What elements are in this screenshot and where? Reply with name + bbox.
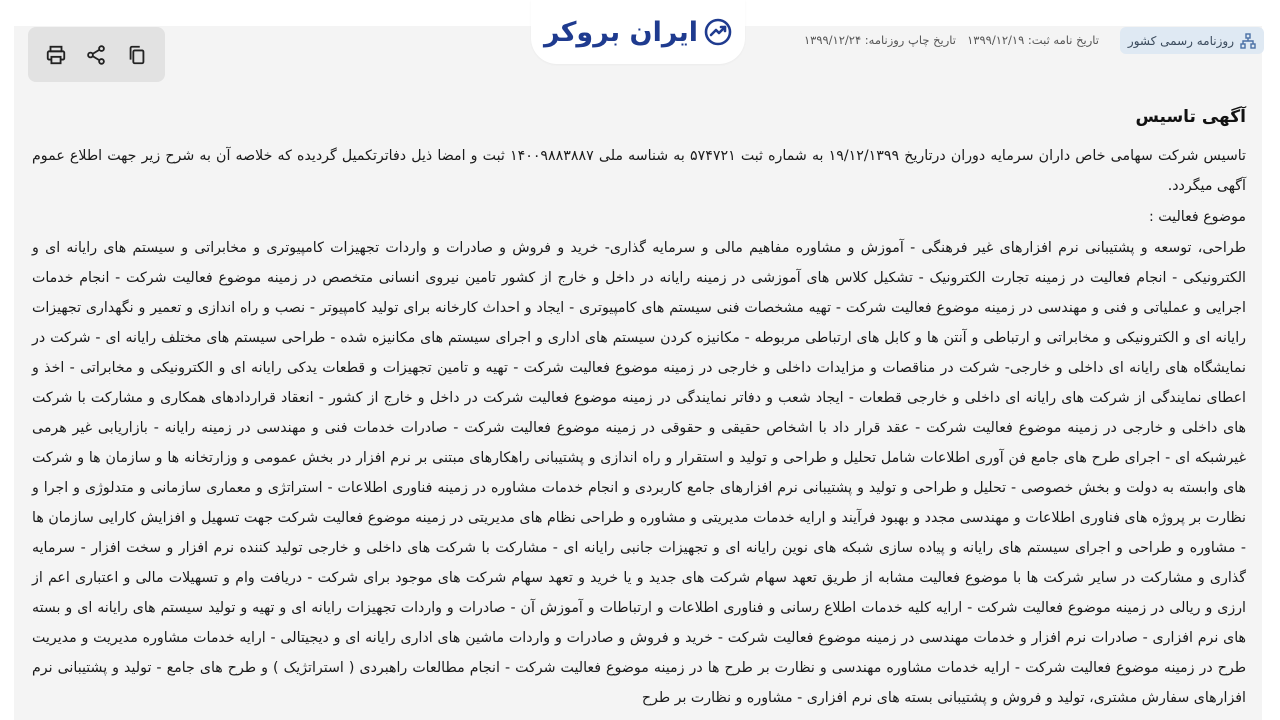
print-date: تاریخ چاپ روزنامه: ۱۳۹۹/۱۲/۲۴: [803, 33, 956, 47]
site-logo[interactable]: [531, 0, 745, 64]
growth-chart-icon: [704, 18, 732, 46]
article-content: [32, 104, 1246, 713]
logo-text: ایران بروکر: [543, 16, 699, 48]
copy-button[interactable]: [120, 38, 154, 72]
article-body: طراحی، توسعه و پشتیبانی نرم افزارهای غیر فرهنگی - آموزش و مشاوره مفاهیم مالی و سرمایه گذاری- خرید و فروش و صادرات و واردات تجهیزات کامپیوتری و مخابراتی و سیستم های رایانه ای و الکترونیکی - انجام فعالیت در زمینه تجارت الکترونیک - تشکیل کلاس های آموزشی در زمینه رایانه در داخل و خارج از کشور تامین نیروی انسانی متخصص در زمینه موضوع فعالیت شرکت - انجام خدمات اجرایی و عملیاتی و فنی و مهندسی در زمینه موضوع فعالیت شرکت - تهیه مشخصات فنی سیستم های کامپیوتری - ایجاد و احداث کارخانه برای تولید کامپیوتر - نصب و راه اندازی و تعمیر و نگهداری تجهیزات رایانه ای و الکترونیکی و مخابراتی و ارتباطی و آنتن ها و کابل های ارتباطی مربوطه - مکانیزه کردن سیستم های اداری و اجرای سیستم های مکانیزه شده - طراحی سیستم های مختلف رایانه ای - شرکت در نمایشگاه های رایانه ای داخلی و خارجی- شرکت در مناقصات و مزایدات داخلی و خارجی در زمینه موضوع فعالیت شرکت - تهیه و تامین تجهیزات و قطعات یدکی رایانه ای و الکترونیکی و مخابراتی - اخذ و اعطای نمایندگی از شرکت های رایانه ای داخلی و خارجی قطعات - ایجاد شعب و دفاتر نمایندگی در زمینه موضوع فعالیت شرکت در داخل و خارج از کشور - انعقاد قراردادهای همکاری و مشارکت با شرکت های داخلی و خارجی در زمینه موضوع فعالیت شرکت - عقد قرار داد با اشخاص حقیقی و حقوقی در زمینه موضوع فعالیت شرکت - صادرات خدمات فنی و مهندسی در زمینه رایانه - بازاریابی غیر هرمی غیرشبکه ای - اجرای طرح های جامع فن آوری اطلاعات شامل تحلیل و طراحی و تولید و استقرار و راه اندازی و پشتیبانی راهکارهای مبتنی بر نرم افزار در بخش عمومی و وزارتخانه ها و سازمان ها و شرکت های وابسته به دولت و بخش خصوصی - تحلیل و طراحی و تولید و پشتیبانی نرم افزارهای جامع کاربردی و انجام خدمات مشاوره در زمینه فناوری اطلاعات - استراتژی و معماری سازمانی و متدلوژی و اجرا و نظارت بر پروژه های فناوری اطلاعات و مهندسی مجدد و بهبود فرآیند و ارایه خدمات مدیریتی و مشاوره و طراحی نظام های مدیریتی در زمینه موضوع فعالیت شرکت جهت تسهیل و افزایش کارایی سازمان ها - مشاوره و طراحی و اجرای سیستم های رایانه و پیاده سازی شبکه های نوین رایانه ای و تجهیزات جانبی رایانه ای - مشارکت با شرکت های داخلی و خارجی تولید کننده نرم افزار و سخت افزار - سرمایه گذاری و مشارکت در سایر شرکت ها با موضوع فعالیت مشابه از طریق تعهد سهام شرکت های جدید و یا خرید و تعهد سهام شرکت های موجود برای شرکت - دریافت وام و تسهیلات مالی و اعتباری اعم از ارزی و ریالی در زمینه موضوع فعالیت شرکت - ارایه کلیه خدمات اطلاع رسانی و فناوری اطلاعات و ارتباطات و آموزش آن - صادرات و واردات تجهیزات رایانه ای و تهیه و تولید سیستم های رایانه ای و بسته های نرم افزاری - صادرات نرم افزار و خدمات مهندسی در زمینه موضوع فعالیت شرکت - خرید و فروش و صادرات و واردات ماشین های اداری رایانه ای و دیجیتالی - ارایه خدمات مشاوره مدیریت و مدیریت طرح در زمینه موضوع فعالیت شرکت - ارایه خدمات مشاوره مهندسی و نظارت بر طرح ها در زمینه موضوع فعالیت شرکت - انجام مطالعات راهبردی ( استراتژیک ) و طرح های جامع - تولید و پشتیبانی نرم افزارهای سفارش مشتری، تولید و فروش و پشتیبانی بسته های نرم افزاری - مشاوره و نظارت بر طرح: [32, 240, 1246, 706]
copy-icon: [126, 44, 148, 66]
registration-date: تاریخ نامه ثبت: ۱۳۹۹/۱۲/۱۹: [967, 33, 1099, 47]
org-chart-icon: [1240, 33, 1256, 49]
share-icon: [85, 44, 107, 66]
print-button[interactable]: [39, 38, 73, 72]
article-title: آگهی تاسیس: [1135, 107, 1246, 127]
print-icon: [45, 44, 67, 66]
share-button[interactable]: [79, 38, 113, 72]
article-actions-toolbar: [28, 27, 165, 82]
official-gazette-badge[interactable]: [1120, 27, 1264, 54]
gazette-label: روزنامه رسمی کشور: [1127, 33, 1234, 48]
article-intro: تاسیس شرکت سهامی خاص داران سرمایه دوران درتاریخ ۱۹/۱۲/۱۳۹۹ به شماره ثبت ۵۷۴۷۲۱ به شناسه ملی ۱۴۰۰۹۸۸۳۸۸۷ ثبت و امضا ذیل دفاترتکمیل گردیده که خلاصه آن به شرح زیر جهت اطلاع عموم آگهی میگردد.: [32, 148, 1247, 194]
activity-subject-label: موضوع فعالیت :: [1148, 209, 1246, 225]
